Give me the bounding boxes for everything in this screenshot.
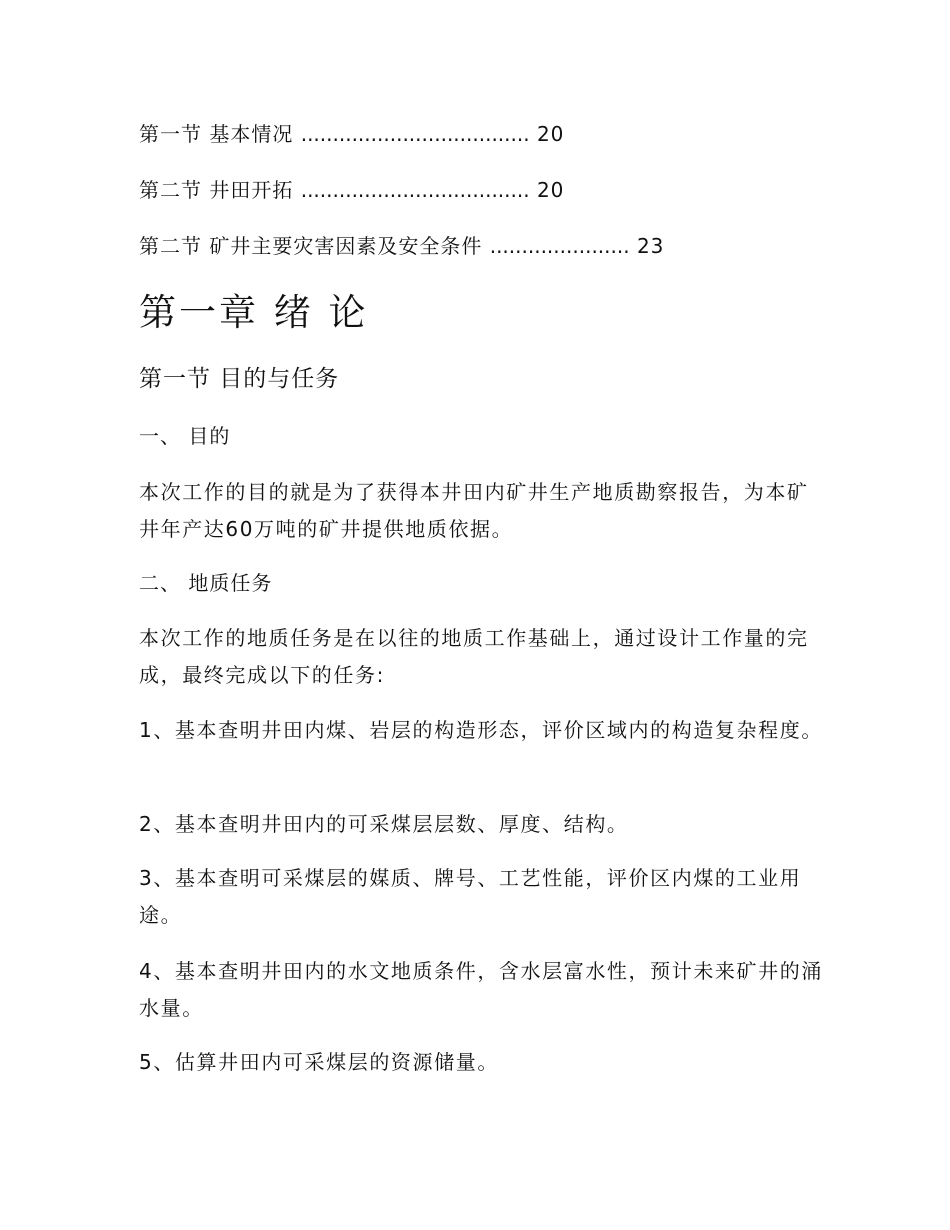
toc-entry-page: 23 [636, 234, 665, 258]
toc-entry-leader: .................................... [300, 178, 530, 202]
toc-entry-leader: ...................... [489, 234, 630, 258]
chapter-title: 第一章 绪 论 [139, 291, 369, 334]
task-item: 2、基本查明井田内的可采煤层层数、厚度、结构。 [139, 812, 629, 836]
toc-entry-label: 第二节 井田开拓 [139, 178, 294, 202]
task-item: 5、估算井田内可采煤层的资源储量。 [139, 1050, 499, 1074]
tasks-intro-paragraph: 本次工作的地质任务是在以往的地质工作基础上，通过设计工作量的完成，最终完成以下的任务: [139, 626, 809, 687]
toc-entry-leader: .................................... [300, 122, 530, 146]
task-item: 4、基本查明井田内的水文地质条件，含水层富水性，预计未来矿井的涌水量。 [139, 959, 823, 1020]
section-title: 第一节 目的与任务 [139, 366, 340, 392]
toc-entry-label: 第二节 矿井主要灾害因素及安全条件 [139, 234, 483, 258]
purpose-paragraph: 本次工作的目的就是为了获得本井田内矿井生产地质勘察报告，为本矿井年产达60万吨的矿井提供地质依据。 [139, 480, 809, 541]
purpose-heading: 一、 目的 [139, 424, 231, 448]
toc-entry-page: 20 [536, 122, 565, 146]
toc-entry[interactable] [139, 120, 564, 148]
toc-entry-label: 第一节 基本情况 [139, 122, 294, 146]
toc-entry-page: 20 [536, 178, 565, 202]
task-item: 1、基本查明井田内煤、岩层的构造形态，评价区域内的构造复杂程度。 [139, 718, 823, 742]
toc-entry[interactable] [139, 232, 664, 260]
task-item: 3、基本查明可采煤层的媒质、牌号、工艺性能，评价区内煤的工业用途。 [139, 866, 802, 927]
toc-entry[interactable] [139, 176, 564, 204]
tasks-heading: 二、 地质任务 [139, 571, 273, 595]
